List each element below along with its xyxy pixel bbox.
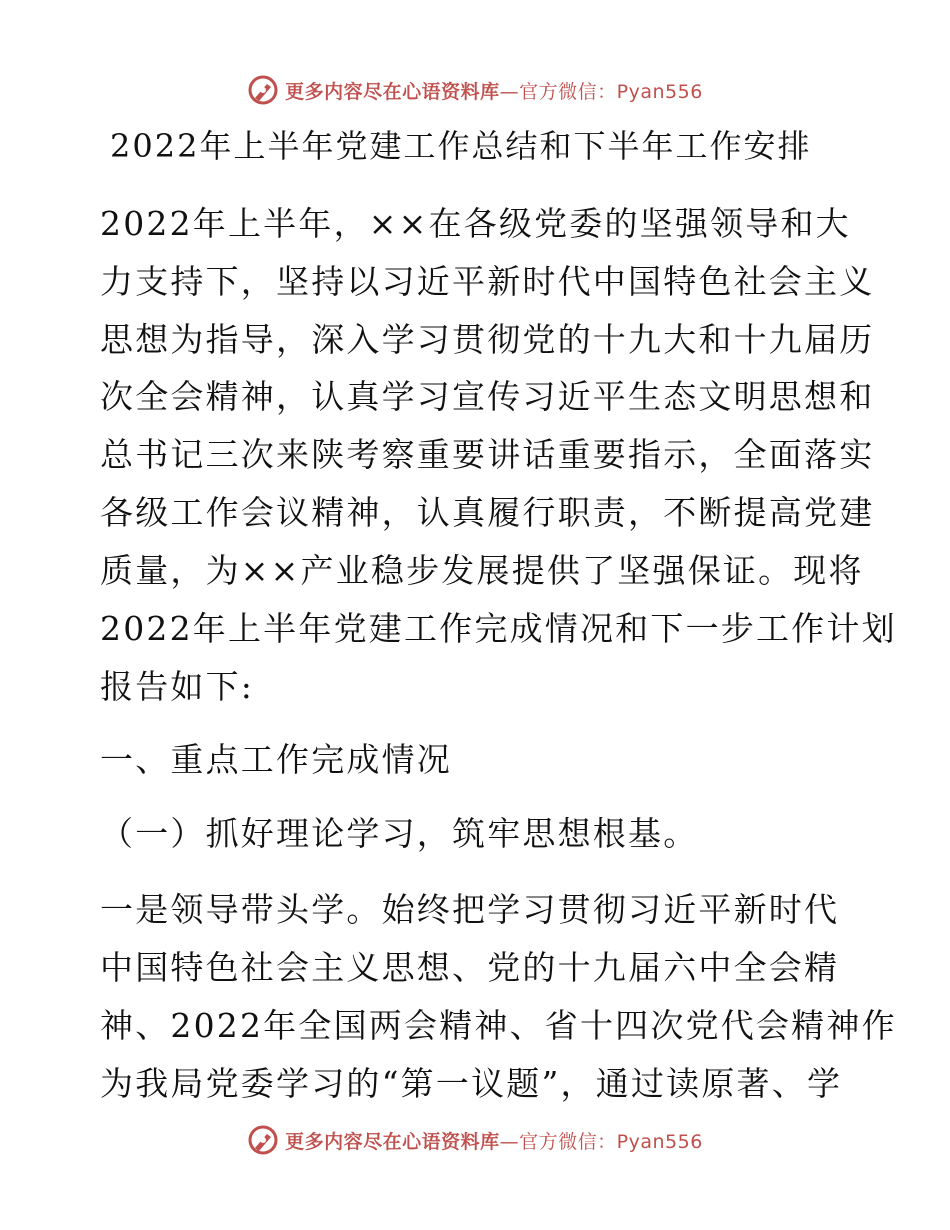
body-line: 次全会精神，认真学习宣传习近平生态文明思想和 [100,377,875,416]
pen-logo-icon [247,1124,279,1156]
body-line: 为我局党委学习的“第一议题”，通过读原著、学 [100,1064,843,1103]
body-line: 2022年上半年，××在各级党委的坚强领导和大 [100,204,851,243]
section-heading: 一、重点工作完成情况 [100,740,452,779]
watermark-contact: —官方微信：Pyan556 [499,1130,703,1153]
body-line: 报告如下: [100,667,255,706]
body-line: 中国特色社会主义思想、党的十九届六中全会精 [100,948,840,987]
watermark-brand: 更多内容尽在心语资料库 [285,1130,500,1153]
subsection-heading: （一）抓好理论学习，筑牢思想根基。 [100,814,699,853]
body-line: 一是领导带头学。始终把学习贯彻习近平新时代 [100,890,840,929]
body-line: 思想为指导，深入学习贯彻党的十九大和十九届历 [100,320,875,359]
body-line: 各级工作会议精神，认真履行职责，不断提高党建 [100,493,875,532]
watermark-text [285,77,703,104]
body-line: 力支持下，坚持以习近平新时代中国特色社会主义 [100,262,875,301]
body-line: 总书记三次来陕考察重要讲话重要指示，全面落实 [100,435,875,474]
watermark-footer [0,1120,950,1160]
watermark-contact: —官方微信：Pyan556 [499,80,703,103]
watermark-header [0,70,950,110]
document-title: 2022年上半年党建工作总结和下半年工作安排 [110,127,812,165]
pen-logo-icon [247,74,279,106]
watermark-brand: 更多内容尽在心语资料库 [285,80,500,103]
watermark-text [285,1127,703,1154]
body-line: 2022年上半年党建工作完成情况和下一步工作计划 [100,609,897,648]
body-line: 质量，为××产业稳步发展提供了坚强保证。现将 [100,551,864,590]
body-line: 神、2022年全国两会精神、省十四次党代会精神作 [100,1006,897,1045]
